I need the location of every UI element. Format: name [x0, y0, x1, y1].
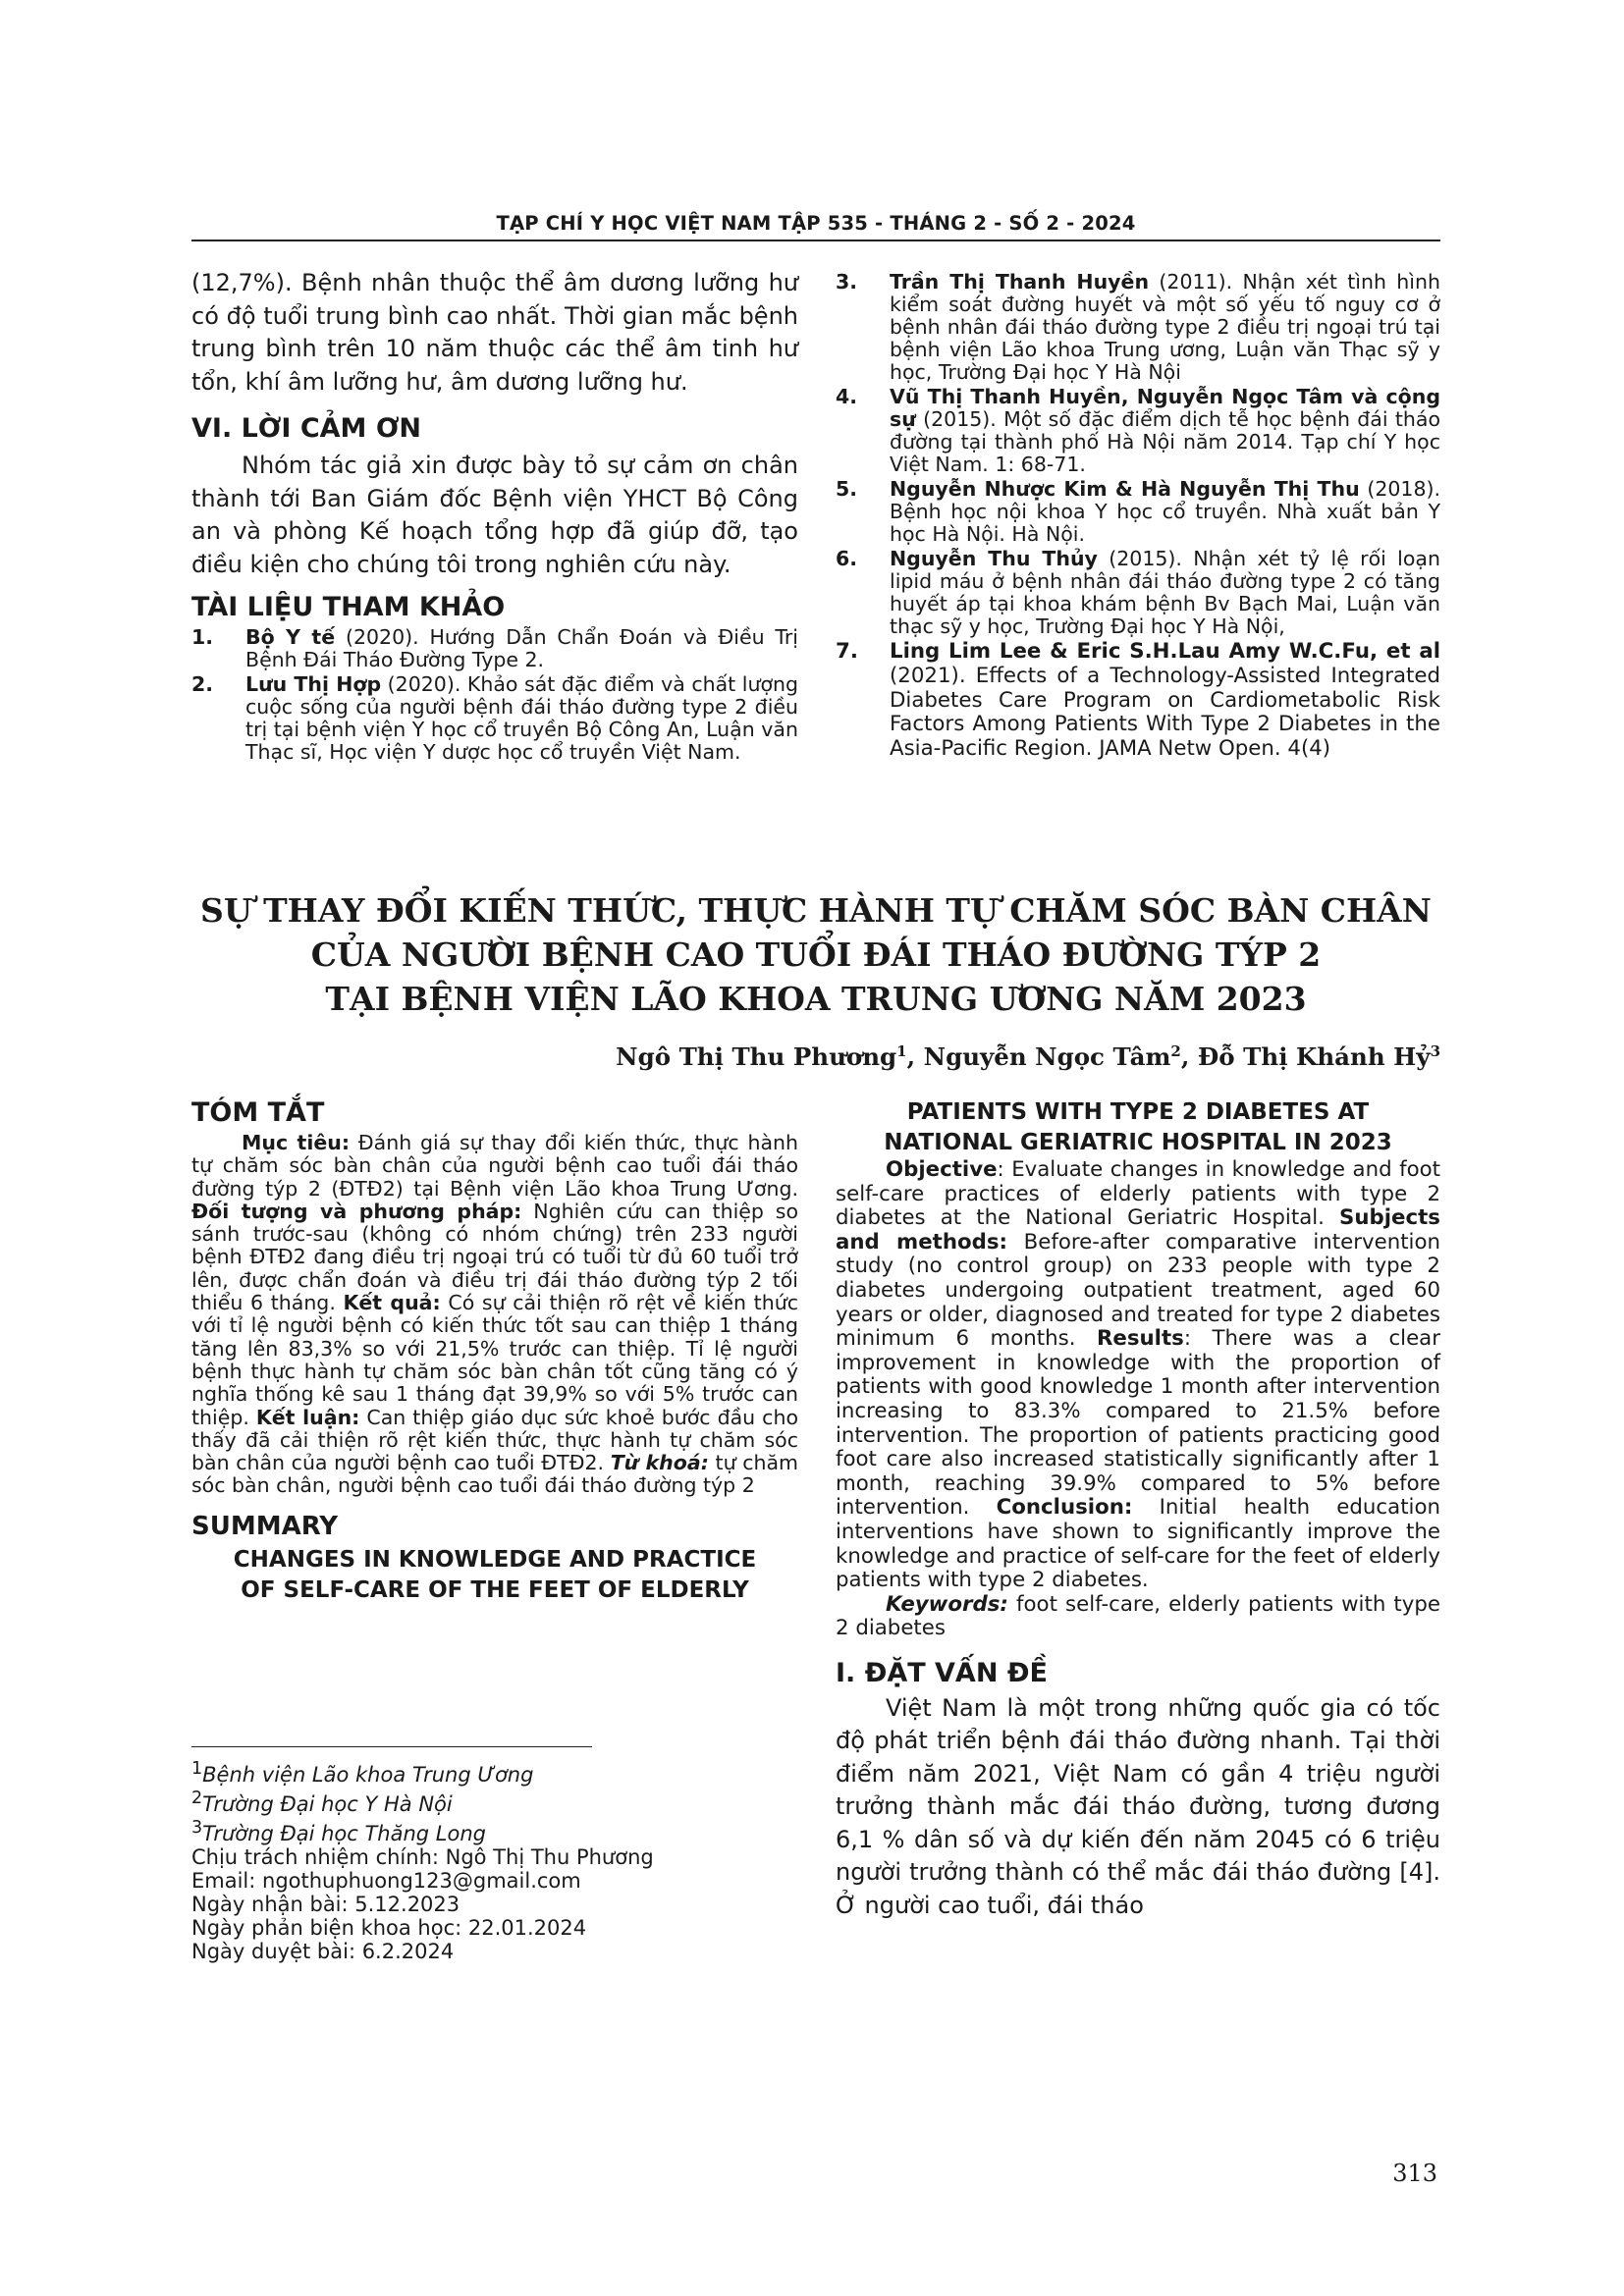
- reference-item: 4. Vũ Thị Thanh Huyền, Nguyễn Ngọc Tâm và cộng sự (2015). Một số đặc điểm dịch tễ học bệnh đái tháo đường tại thành phố Hà Nội năm 2014. Tạp chí Y học Việt Nam. 1: 68-71.: [836, 385, 1440, 476]
- summary-heading: SUMMARY: [191, 1511, 339, 1541]
- article-title: SỰ THAY ĐỔI KIẾN THỨC, THỰC HÀNH TỰ CHĂM SÓC BÀN CHÂN CỦA NGƯỜI BỆNH CAO TUỔI ĐÁI THÁO ĐƯỜNG TÝP 2 TẠI BỆNH VIỆN LÃO KHOA TRUNG ƯƠNG NĂM 2023: [200, 891, 1432, 1018]
- summary-column: [836, 1097, 1440, 1922]
- top-left-column: [191, 267, 798, 766]
- intro-heading: I. ĐẶT VẤN ĐỀ: [836, 1657, 1048, 1688]
- top-right-column: [836, 271, 1440, 764]
- abstract-column: [191, 1096, 798, 1606]
- author-name: Nguyễn Ngọc Tâm: [923, 1042, 1171, 1072]
- reference-item: 5. Nguyễn Nhược Kim & Hà Nguyễn Thị Thu (2018). Bệnh học nội khoa Y học cổ truyền. Nhà xuất bản Y học Hà Nội. Hà Nội.: [836, 477, 1440, 546]
- reference-item: 7. Ling Lim Lee & Eric S.H.Lau Amy W.C.Fu, et al (2021). Effects of a Technology-Assisted Integrated Diabetes Care Program on Cardiometabolic Risk Factors Among Patients With Type 2 Diabetes in the Asia-Pacific Region. JAMA Netw Open. 4(4): [836, 639, 1440, 762]
- reference-item: 6. Nguyễn Thu Thủy (2015). Nhận xét tỷ lệ rối loạn lipid máu ở bệnh nhân đái tháo đường type 2 có tăng huyết áp tại khoa khám bệnh Bv Bạch Mai, Luận văn thạc sỹ y học, Trường Đại học Y Hà Nội,: [836, 547, 1440, 638]
- summary-title: CHANGES IN KNOWLEDGE AND PRACTICE OF SELF-CARE OF THE FEET OF ELDERLY: [233, 1546, 757, 1603]
- summary-paragraph: Objective: Evaluate changes in knowledge and foot self-care practices of elderly patients with type 2 diabetes at the National Geriatric Hospital. Subjects and methods: Before-after comparative intervention study (no control group) on 233 people with type 2 diabetes undergoing outpatient treatment, aged 60 years or older, diagnosed and treated for type 2 diabetes minimum 6 months. Results: There was a clear improvement in knowledge with the proportion of patients with good knowledge 1 month after intervention increasing to 83.3% compared to 21.5% before intervention. The proportion of patients practicing good foot care also increased statistically significantly after 1 month, reaching 39.9% compared to 5% before intervention. Conclusion: Initial health education interventions have shown to significantly improve the knowledge and practice of self-care for the feet of elderly patients with type 2 diabetes.: [836, 1157, 1440, 1593]
- abstract-paragraph: Mục tiêu: Đánh giá sự thay đổi kiến thức, thực hành tự chăm sóc bàn chân của người bệnh cao tuổi đái tháo đường týp 2 (ĐTĐ2) tại Bệnh viện Lão khoa Trung Ương. Đối tượng và phương pháp: Nghiên cứu can thiệp so sánh trước-sau (không có nhóm chứng) trên 233 người bệnh ĐTĐ2 đang điều trị ngoại trú có tuổi từ đủ 60 tuổi trở lên, được chẩn đoán và điều trị đái tháo đường týp 2 tối thiểu 6 tháng. Kết quả: Có sự cải thiện rõ rệt về kiến thức với tỉ lệ người bệnh có kiến thức tốt sau can thiệp 1 tháng tăng lên 83,3% so với 21,5% trước can thiệp. Tỉ lệ người bệnh thực hành tự chăm sóc bàn chân tốt cũng tăng có ý nghĩa thống kê sau 1 tháng đạt 39,9% so với 5% trước can thiệp. Kết luận: Can thiệp giáo dục sức khoẻ bước đầu cho thấy đã cải thiện rõ rệt kiến thức, thực hành tự chăm sóc bàn chân của người bệnh cao tuổi ĐTĐ2. Từ khoá: tự chăm sóc bàn chân, người bệnh cao tuổi đái tháo đường týp 2: [191, 1131, 799, 1498]
- author-name: Đỗ Thị Khánh Hỷ: [1197, 1042, 1431, 1072]
- ack-heading: VI. LỜI CẢM ƠN: [191, 413, 421, 444]
- footnote-rule: [191, 1746, 592, 1747]
- summary-title-continued: PATIENTS WITH TYPE 2 DIABETES AT NATIONAL GERIATRIC HOSPITAL IN 2023: [884, 1099, 1392, 1155]
- accepted-date: Ngày duyệt bài: 6.2.2024: [191, 1940, 455, 1963]
- corresponding-author: Chịu trách nhiệm chính: Ngô Thị Thu Phương: [191, 1845, 654, 1869]
- intro-paragraph: Việt Nam là một trong những quốc gia có tốc độ phát triển bệnh đái tháo đường nhanh. Tại thời điểm năm 2021, Việt Nam có gần 4 triệu người trưởng thành mắc đái tháo đường, tương đương 6,1 % dân số và dự kiến đến năm 2045 có 6 triệu người trưởng thành có thể mắc đái tháo đường [4]. Ở người cao tuổi, đái tháo: [836, 1693, 1440, 1919]
- review-date: Ngày phản biện khoa học: 22.01.2024: [191, 1916, 587, 1940]
- references-heading: TÀI LIỆU THAM KHẢO: [191, 592, 506, 622]
- reference-item: 2. Lưu Thị Hợp (2020). Khảo sát đặc điểm và chất lượng cuộc sống của người bệnh đái tháo đường type 2 điều trị tại bệnh viện Y học cổ truyền Bộ Công An, Luận văn Thạc sĩ, Học viện Y dược học cổ truyền Việt Nam.: [191, 672, 798, 764]
- author-line: Ngô Thị Thu Phương$^1$, Nguyễn Ngọc Tâm$^2$, Đỗ Thị Khánh Hỷ$^3$: [616, 1042, 1440, 1072]
- ack-paragraph: Nhóm tác giả xin được bày tỏ sự cảm ơn chân thành tới Ban Giám đốc Bệnh viện YHCT Bộ Công an và phòng Kế hoạch tổng hợp đã giúp đỡ, tạo điều kiện cho chúng tôi trong nghiên cứu này.: [191, 452, 798, 578]
- affiliation: $^3$Trường Đại học Thăng Long: [191, 1818, 486, 1845]
- author-name: Ngô Thị Thu Phương: [616, 1042, 897, 1072]
- affiliation: $^2$Trường Đại học Y Hà Nội: [191, 1789, 453, 1816]
- reference-item: 1. Bộ Y tế (2020). Hướng Dẫn Chẩn Đoán và Điều Trị Bệnh Đái Tháo Đường Type 2.: [191, 625, 799, 671]
- received-date: Ngày nhận bài: 5.12.2023: [191, 1893, 460, 1916]
- page-number: 313: [1392, 2160, 1437, 2187]
- abstract-heading: TÓM TẮT: [191, 1097, 325, 1128]
- running-header: TẠP CHÍ Y HỌC VIỆT NAM TẬP 535 - THÁNG 2 - SỐ 2 - 2024: [496, 212, 1136, 235]
- affiliation: $^1$Bệnh viện Lão khoa Trung Ương: [191, 1759, 534, 1787]
- header-rule: [191, 240, 1440, 241]
- carryover-paragraph: (12,7%). Bệnh nhân thuộc thể âm dương lưỡng hư có độ tuổi trung bình cao nhất. Thời gian mắc bệnh trung bình trên 10 năm thuộc các thể âm tinh hư tổn, khí âm lưỡng hư, âm dương lưỡng hư.: [191, 269, 798, 396]
- footnotes: [191, 1757, 798, 1963]
- email: Email: ngothuphuong123@gmail.com: [191, 1869, 581, 1893]
- keywords-paragraph: Keywords: foot self-care, elderly patients with type 2 diabetes: [836, 1591, 1440, 1641]
- reference-item: 3. Trần Thị Thanh Huyền (2011). Nhận xét tình hình kiểm soát đường huyết và một số yếu tố nguy cơ ở bệnh nhân đái tháo đường type 2 điều trị ngoại trú tại bệnh viện Lão khoa Trung ương, Luận văn Thạc sỹ y học, Trường Đại học Y Hà Nội: [836, 270, 1440, 384]
